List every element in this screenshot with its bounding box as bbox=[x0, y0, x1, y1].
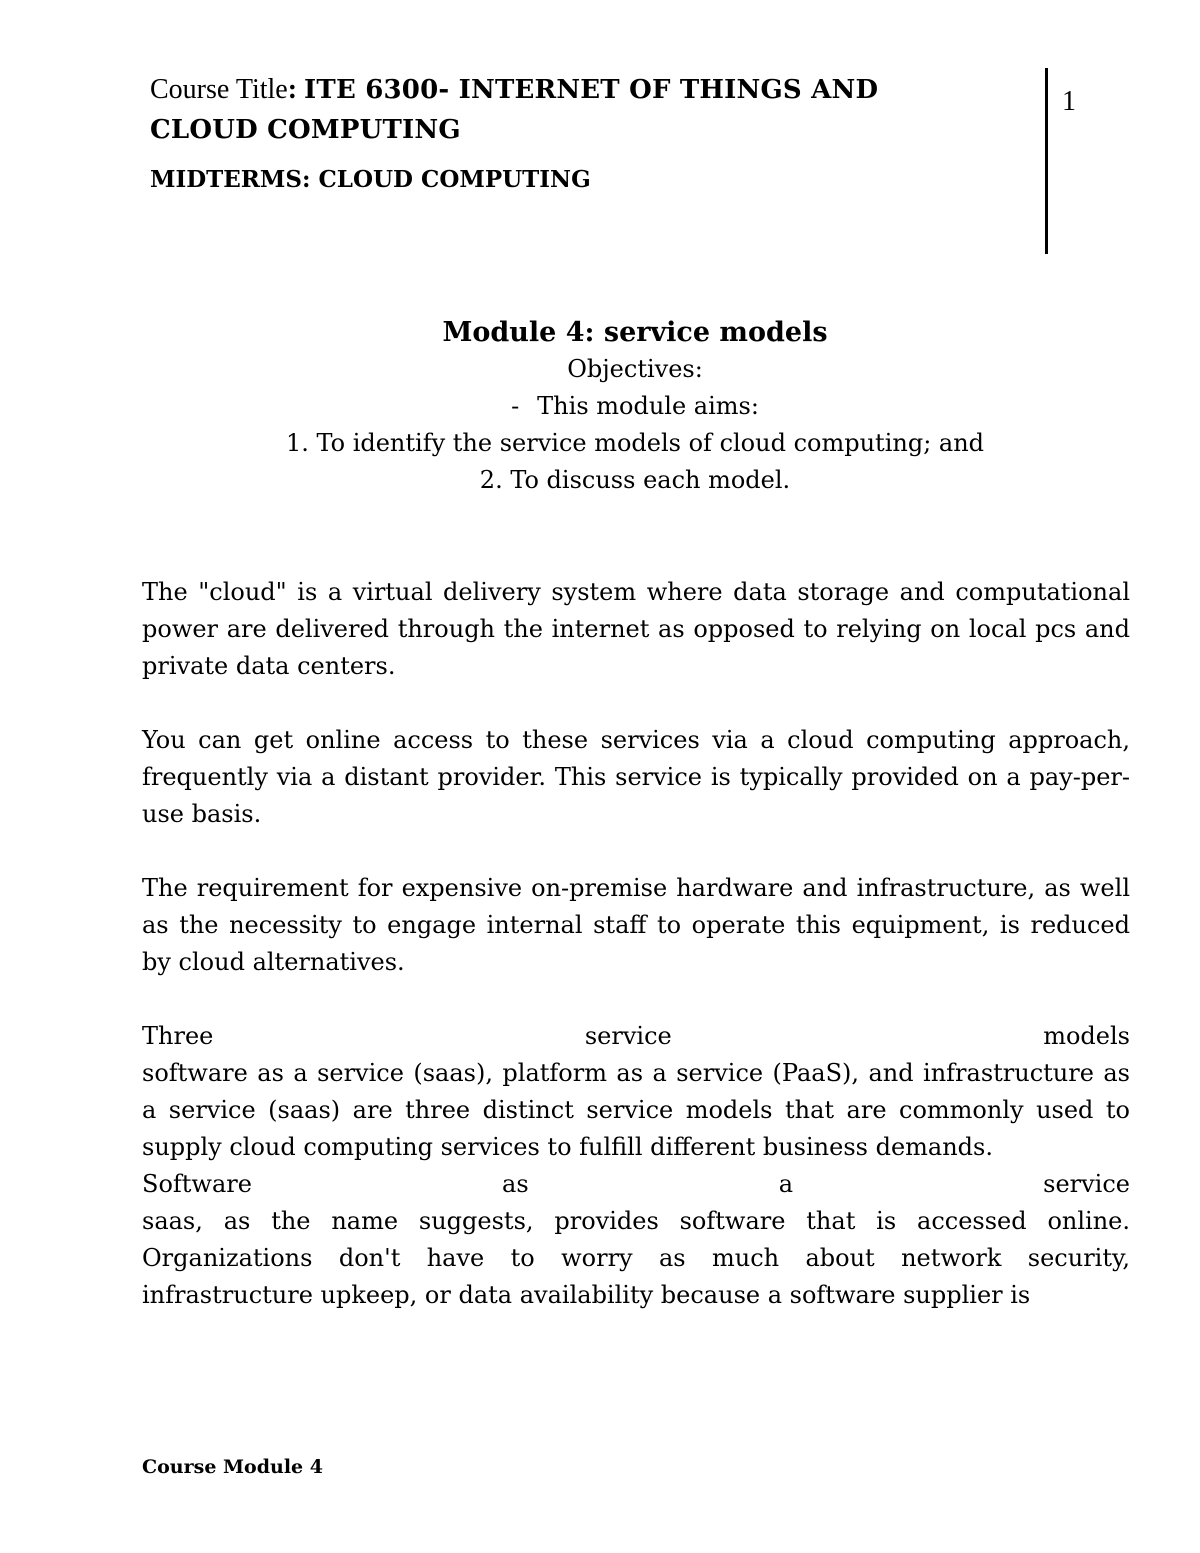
heading-word: Software bbox=[142, 1170, 252, 1198]
course-name-line1: ITE 6300- INTERNET OF THINGS AND bbox=[304, 75, 879, 105]
midterms-heading: MIDTERMS: CLOUD COMPUTING bbox=[150, 166, 591, 193]
course-title-colon: : bbox=[287, 74, 298, 105]
objectives-label: Objectives: bbox=[567, 355, 703, 383]
section-heading-saas bbox=[142, 1166, 1130, 1203]
paragraph: software as a service (saas), platform as a service (PaaS), and infrastructure as a service (saas) are three distinct service models that are commonly used to supply cloud computing services to fulfill different business demands. bbox=[142, 1059, 1130, 1161]
heading-word: Three bbox=[142, 1022, 214, 1050]
aims-text: This module aims: bbox=[537, 392, 759, 420]
heading-word: models bbox=[1043, 1022, 1130, 1050]
paragraph: saas, as the name suggests, provides software that is accessed online. Organizations don't have to worry as much about network security, infrastructure upkeep, or data availability because a software supplier is bbox=[142, 1207, 1130, 1309]
page-header bbox=[150, 70, 1010, 200]
module-objectives bbox=[140, 314, 1130, 499]
objective-item: 2. To discuss each model. bbox=[479, 466, 791, 494]
heading-word: a bbox=[778, 1170, 794, 1198]
paragraph: You can get online access to these services via a cloud computing approach, frequently via a distant provider. This service is typically provided on a pay-per-use basis. bbox=[142, 726, 1130, 828]
page-footer: Course Module 4 bbox=[142, 1456, 323, 1478]
course-title-label: Course Title bbox=[150, 74, 288, 105]
paragraph: The requirement for expensive on-premise hardware and infrastructure, as well as the necessity to engage internal staff to operate this equipment, is reduced by cloud alternatives. bbox=[142, 874, 1130, 976]
body-text bbox=[142, 574, 1130, 1314]
objectives-aims bbox=[140, 388, 1130, 425]
page-number: 1 bbox=[1062, 86, 1076, 117]
paragraph: The "cloud" is a virtual delivery system where data storage and computational power are delivered through the internet as opposed to relying on local pcs and private data centers. bbox=[142, 578, 1130, 680]
heading-word: service bbox=[584, 1022, 672, 1050]
course-title bbox=[150, 70, 1010, 150]
bullet-dash: - bbox=[511, 392, 520, 420]
objective-item: 1. To identify the service models of cloud computing; and bbox=[285, 429, 985, 457]
module-title: Module 4: service models bbox=[442, 317, 828, 348]
heading-word: as bbox=[502, 1170, 529, 1198]
section-heading-service-models bbox=[142, 1018, 1130, 1055]
heading-word: service bbox=[1043, 1170, 1130, 1198]
course-name-line2: CLOUD COMPUTING bbox=[150, 115, 461, 145]
header-divider bbox=[1045, 68, 1048, 254]
